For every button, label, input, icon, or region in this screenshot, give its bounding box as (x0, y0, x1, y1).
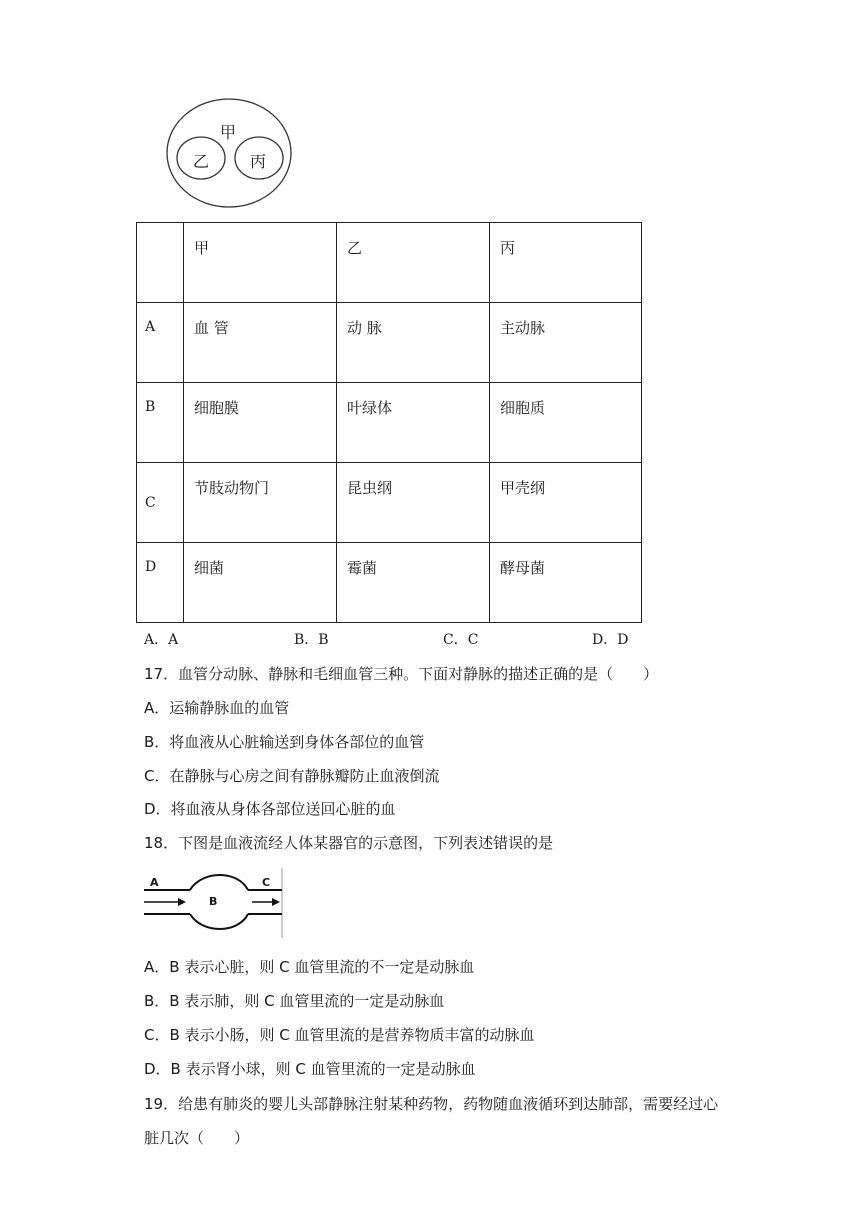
table-cell: 昆虫纲 (337, 463, 490, 543)
venn-diagram (160, 96, 298, 210)
q18-stem: 18．下图是血液流经人体某器官的示意图，下列表述错误的是 (144, 834, 554, 852)
q19-stem-line2: 脏几次（ ） (144, 1129, 250, 1147)
q18-option-a: A．B 表示心脏，则 C 血管里流的不一定是动脉血 (144, 958, 475, 976)
q17-option-a: A．运输静脉血的血管 (144, 699, 290, 717)
table-cell: 叶绿体 (337, 383, 490, 463)
q18-option-c: C．B 表示小肠，则 C 血管里流的是营养物质丰富的动脉血 (144, 1026, 535, 1044)
venn-label-left: 乙 (193, 152, 210, 171)
table-header-cell (137, 223, 184, 303)
table-header-cell: 甲 (184, 223, 337, 303)
table-row (137, 463, 642, 543)
arrow-a-head (178, 898, 186, 906)
table-cell: 细胞膜 (184, 383, 337, 463)
diagram-label-b: B (209, 895, 218, 908)
venn-label-right: 丙 (250, 152, 267, 171)
q17-stem: 17．血管分动脉、静脉和毛细血管三种。下面对静脉的描述正确的是（ ） (144, 665, 659, 683)
table-row (137, 543, 642, 623)
table-cell: 细胞质 (490, 383, 642, 463)
table-header-cell: 乙 (337, 223, 490, 303)
table-cell: 血 管 (184, 303, 337, 383)
table-header-row (137, 223, 642, 303)
q16-option-c: C．C (443, 632, 479, 648)
table-row (137, 383, 642, 463)
organ-b-outline (190, 875, 248, 929)
table-cell: 酵母菌 (490, 543, 642, 623)
venn-label-outer: 甲 (220, 123, 237, 142)
table-row-label: B (137, 383, 184, 463)
q16-option-d: D．D (592, 632, 629, 648)
table-header-cell: 丙 (490, 223, 642, 303)
q16-option-b: B．B (294, 632, 329, 648)
table-row-label: D (137, 543, 184, 623)
venn-outer-ellipse (167, 99, 291, 207)
diagram-label-c: C (262, 876, 271, 889)
q17-option-b: B．将血液从心脏输送到身体各部位的血管 (144, 733, 425, 751)
q18-option-b: B．B 表示肺，则 C 血管里流的一定是动脉血 (144, 992, 445, 1010)
table-row-label: C (137, 463, 184, 543)
diagram-label-a: A (150, 876, 159, 889)
table-cell: 节肢动物门 (184, 463, 337, 543)
q17-option-c: C．在静脉与心房之间有静脉瓣防止血液倒流 (144, 767, 440, 785)
q17-option-d: D．将血液从身体各部位送回心脏的血 (144, 800, 396, 818)
arrow-c-head (272, 898, 280, 906)
table-cell: 甲壳纲 (490, 463, 642, 543)
table-cell: 细菌 (184, 543, 337, 623)
q16-option-a: A．A (144, 632, 179, 648)
table-cell: 动 脉 (337, 303, 490, 383)
table-row (137, 303, 642, 383)
classification-table (136, 222, 642, 623)
q19-stem-line1: 19．给患有肺炎的婴儿头部静脉注射某种药物，药物随血液循环到达肺部，需要经过心 (144, 1095, 719, 1113)
table-cell: 主动脉 (490, 303, 642, 383)
q18-option-d: D．B 表示肾小球，则 C 血管里流的一定是动脉血 (144, 1060, 476, 1078)
table-cell: 霉菌 (337, 543, 490, 623)
table-row-label: A (137, 303, 184, 383)
